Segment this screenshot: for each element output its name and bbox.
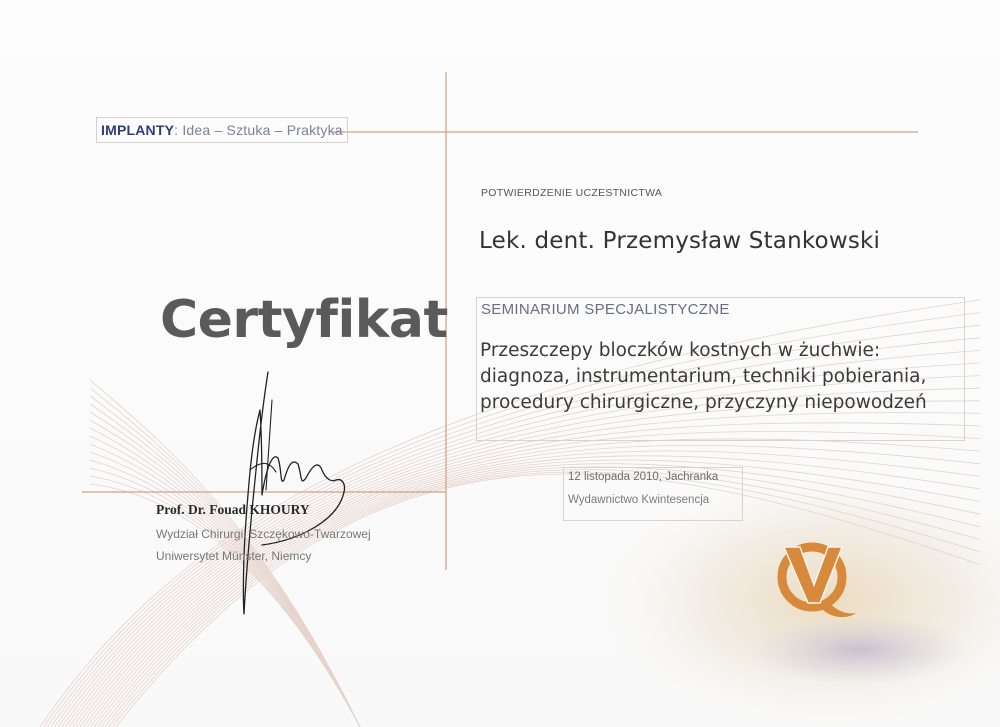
swirl-line bbox=[90, 436, 360, 727]
signature bbox=[243, 372, 344, 614]
event-date-place: 12 listopada 2010, Jachranka bbox=[568, 471, 719, 483]
header-brand: IMPLANTY bbox=[101, 122, 175, 138]
seminar-label: SEMINARIUM SPECJALISTYCZNE bbox=[481, 301, 730, 318]
signatory-name: Prof. Dr. Fouad KHOURY bbox=[156, 502, 310, 517]
participant-name: Lek. dent. Przemysław Stankowski bbox=[479, 228, 881, 254]
quintessence-logo-icon bbox=[770, 533, 860, 623]
seminar-topic bbox=[480, 338, 960, 416]
signatory-university: Uniwersytet Münster, Niemcy bbox=[156, 549, 312, 563]
header-subtitle: : Idea – Sztuka – Praktyka bbox=[174, 122, 343, 138]
topic-line-1: Przeszczepy bloczków kostnych w żuchwie: bbox=[480, 340, 881, 361]
topic-line-3: procedury chirurgiczne, przyczyny niepowodzeń bbox=[480, 392, 927, 413]
header-label bbox=[96, 117, 348, 143]
swirl-line bbox=[90, 404, 360, 727]
signatory-department: Wydział Chirurgii Szczękowo-Twarzowej bbox=[156, 527, 371, 541]
topic-line-2: diagnoza, instrumentarium, techniki pobierania, bbox=[480, 366, 927, 387]
event-publisher: Wydawnictwo Kwintesencja bbox=[568, 494, 710, 506]
confirmation-label: POTWIERDZENIE UCZESTNICTWA bbox=[481, 187, 663, 199]
certificate-title: Certyfikat bbox=[160, 290, 448, 350]
